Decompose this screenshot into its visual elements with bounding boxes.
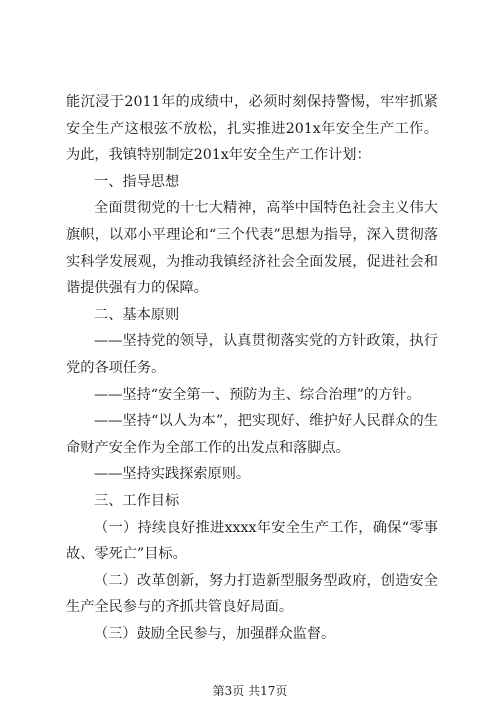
document-body — [66, 89, 438, 647]
heading-work-goals: 三、工作目标 — [94, 492, 180, 509]
paragraph-guiding-ideology: 全面贯彻党的十七大精神，高举中国特色社会主义伟大旗帜，以邓小平理论和“三个代表”思想为指导，深入贯彻落实科学发展观，为推动我镇经济社会全面发展，促进社会和谐提供强有力的保障。 — [66, 200, 438, 297]
principle-people-oriented: ——坚持“以人为本”，把实现好、维护好人民群众的生命财产安全作为全部工作的出发点和落脚点。 — [66, 413, 438, 456]
goal-item-2: （二）改革创新，努力打造新型服务型政府，创造安全生产全民参与的齐抓共管良好局面。 — [66, 572, 438, 616]
principle-party-leadership: ——坚持党的领导，认真贯彻落实党的方针政策，执行党的各项任务。 — [66, 333, 438, 376]
goal-item-3: （三）鼓励全民参与，加强群众监督。 — [94, 625, 336, 642]
page-footer — [0, 683, 500, 699]
principle-practice-exploration: ——坚持实践探索原则。 — [94, 466, 251, 483]
goal-item-1: （一）持续良好推进xxxx年安全生产工作，确保“零事故、零死亡”目标。 — [66, 519, 438, 563]
page-number-label: 第3页 共17页 — [212, 684, 288, 698]
paragraph-continuation: 能沉浸于2011年的成绩中，必须时刻保持警惕，牢牢抓紧安全生产这根弦不放松，扎实推进201x年安全生产工作。为此，我镇特别制定201x年安全生产工作计划： — [66, 94, 438, 164]
principle-safety-first: ——坚持“安全第一、预防为主、综合治理”的方针。 — [94, 386, 421, 403]
heading-guiding-ideology: 一、指导思想 — [94, 173, 180, 190]
heading-basic-principles: 二、基本原则 — [94, 306, 180, 323]
